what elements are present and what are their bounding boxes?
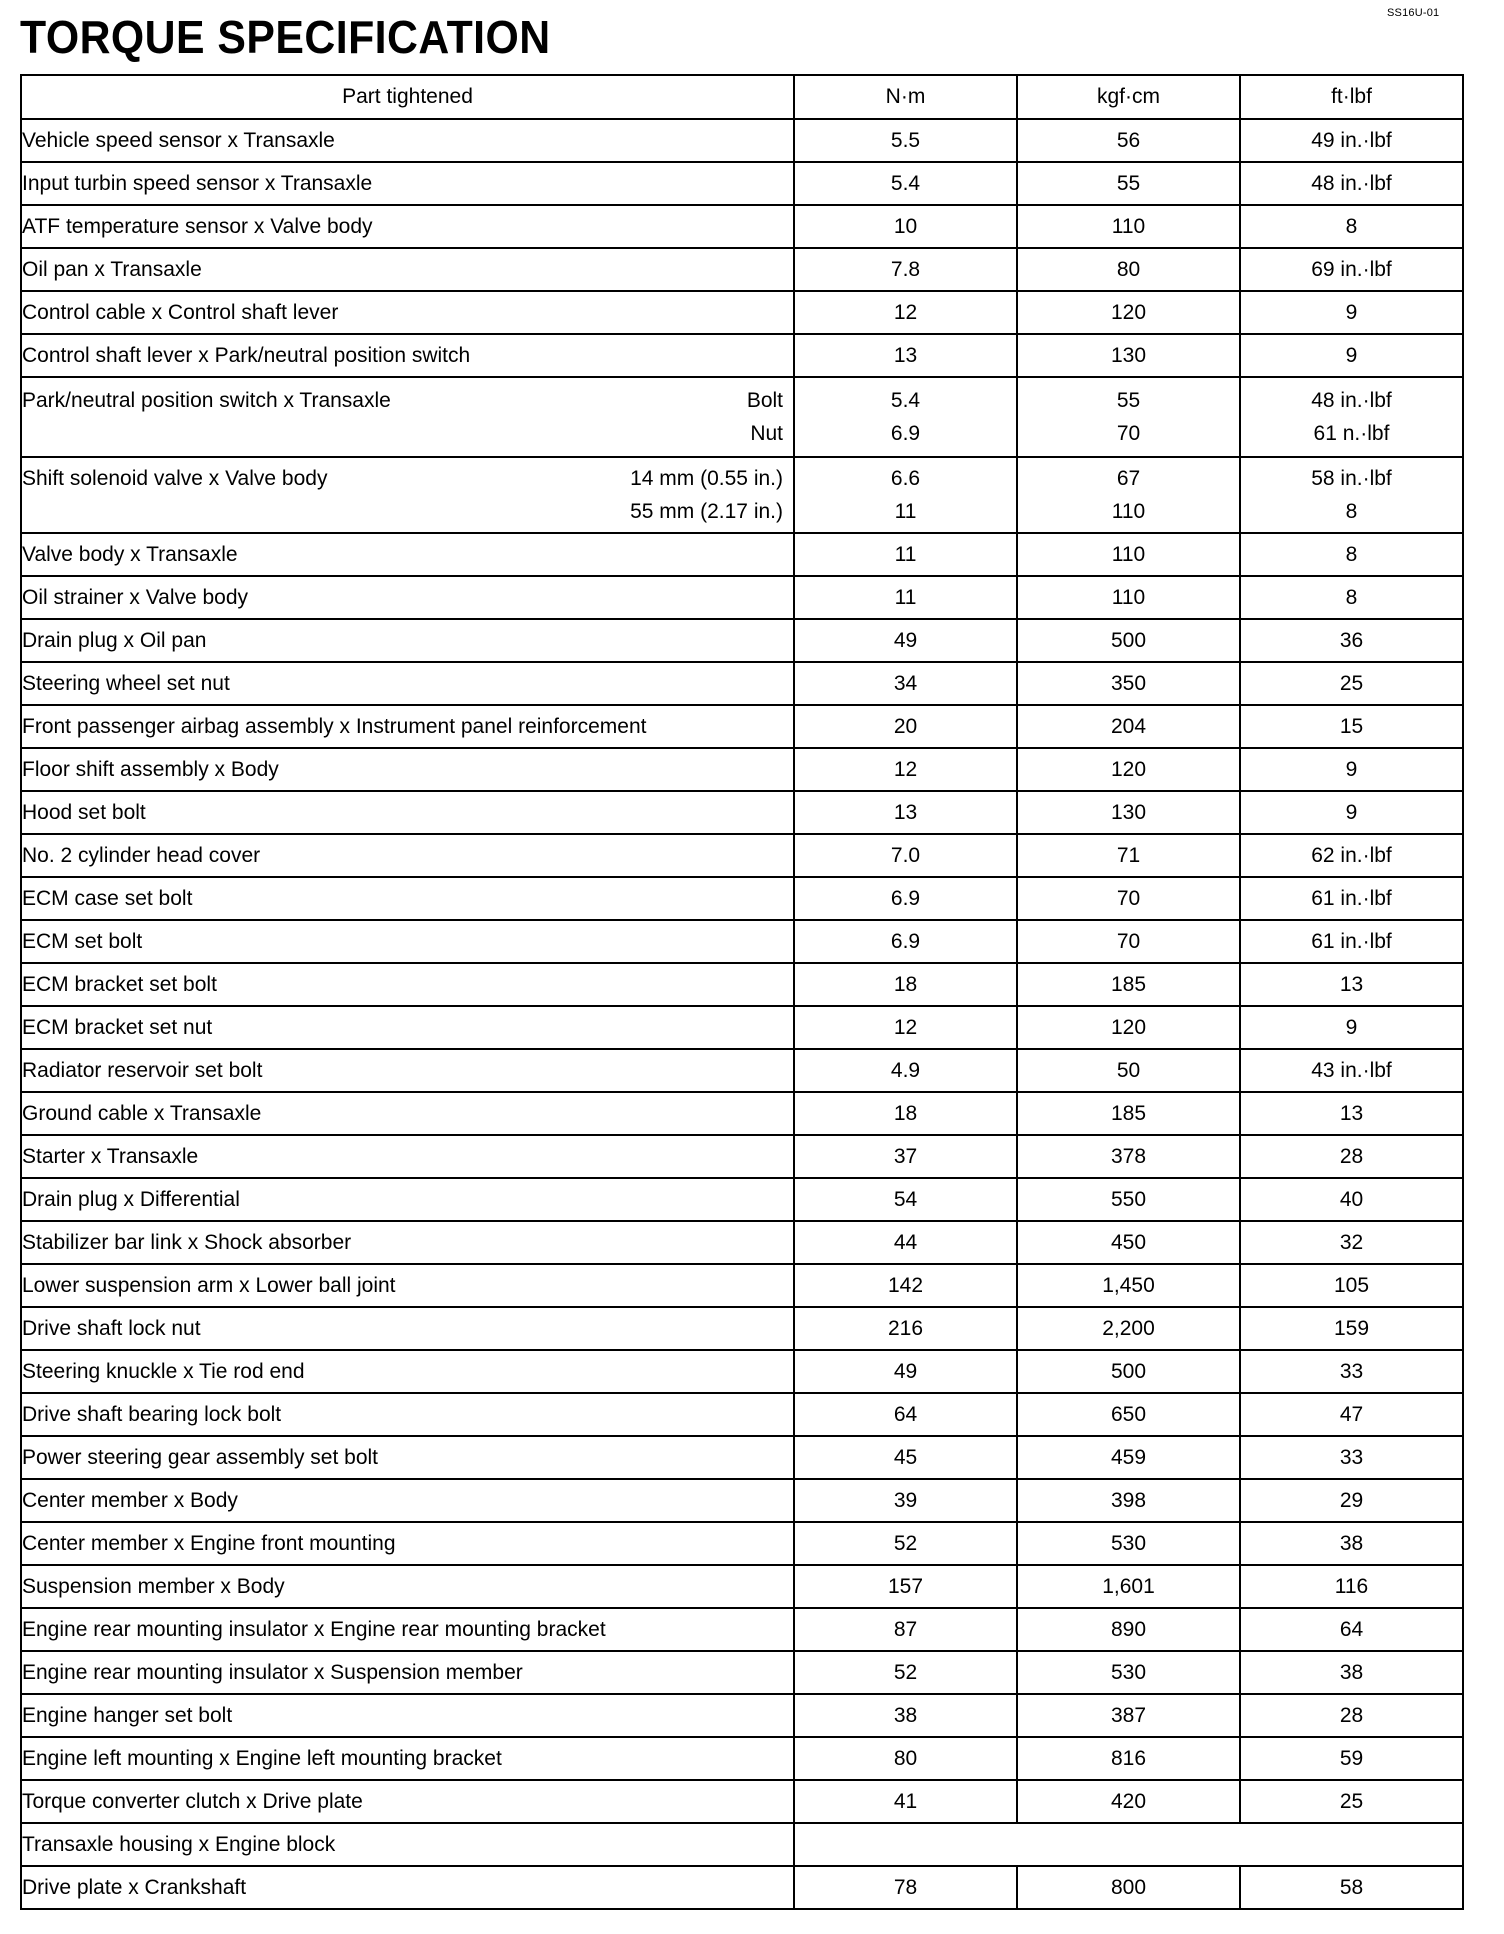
ftlbf-cell: 49 in.·lbf: [1240, 119, 1463, 162]
ftlbf-cell: 9: [1240, 791, 1463, 834]
part-cell: Engine hanger set bolt: [21, 1694, 794, 1737]
kgfcm-cell: 1,601: [1017, 1565, 1240, 1608]
ftlbf-cell: 32: [1240, 1221, 1463, 1264]
ftlbf-cell: 29: [1240, 1479, 1463, 1522]
nm-cell: 44: [794, 1221, 1017, 1264]
table-row: [21, 1479, 1463, 1522]
nm-value-55mm: 11: [894, 500, 917, 523]
kgfcm-value-14mm: 67: [1116, 467, 1141, 490]
nm-cell: 49: [794, 1350, 1017, 1393]
ftlbf-cell: 9: [1240, 291, 1463, 334]
part-cell: Ground cable x Transaxle: [21, 1092, 794, 1135]
nm-cell: 216: [794, 1307, 1017, 1350]
nm-cell: 49: [794, 619, 1017, 662]
part-cell: Radiator reservoir set bolt: [21, 1049, 794, 1092]
kgfcm-cell: 70: [1017, 877, 1240, 920]
nm-value-bolt: 5.4: [890, 389, 921, 412]
ftlbf-cell: 8: [1240, 533, 1463, 576]
kgfcm-cell: 204: [1017, 705, 1240, 748]
nm-cell: 52: [794, 1651, 1017, 1694]
nm-cell: 80: [794, 1737, 1017, 1780]
part-cell: Control shaft lever x Park/neutral position switch: [21, 334, 794, 377]
document-code: SS16U-01: [1387, 7, 1440, 19]
part-cell: ECM case set bolt: [21, 877, 794, 920]
ftlbf-cell: 25: [1240, 662, 1463, 705]
kgfcm-cell: 816: [1017, 1737, 1240, 1780]
table-row: [21, 162, 1463, 205]
nm-cell: 18: [794, 1092, 1017, 1135]
table-row: [21, 248, 1463, 291]
nm-cell: [794, 457, 1017, 533]
table-row: [21, 1694, 1463, 1737]
ftlbf-cell: 13: [1240, 963, 1463, 1006]
nm-value-nut: 6.9: [890, 422, 921, 445]
kgfcm-cell: 185: [1017, 1092, 1240, 1135]
table-row: [21, 1221, 1463, 1264]
part-cell: Power steering gear assembly set bolt: [21, 1436, 794, 1479]
table-row: [21, 1135, 1463, 1178]
nm-cell: 11: [794, 576, 1017, 619]
table-row: [21, 1608, 1463, 1651]
kgfcm-cell: 1,450: [1017, 1264, 1240, 1307]
table-row: [21, 748, 1463, 791]
table-row: [21, 1049, 1463, 1092]
part-cell: Torque converter clutch x Drive plate: [21, 1780, 794, 1823]
nm-cell: 52: [794, 1522, 1017, 1565]
part-cell: Lower suspension arm x Lower ball joint: [21, 1264, 794, 1307]
table-row: [21, 920, 1463, 963]
ftlbf-cell: 33: [1240, 1350, 1463, 1393]
part-cell: Drive shaft bearing lock bolt: [21, 1393, 794, 1436]
part-cell: Input turbin speed sensor x Transaxle: [21, 162, 794, 205]
part-cell: Oil strainer x Valve body: [21, 576, 794, 619]
sub-label-bolt: Bolt: [746, 389, 783, 412]
nm-cell: 5.5: [794, 119, 1017, 162]
ftlbf-cell: 33: [1240, 1436, 1463, 1479]
kgfcm-cell: 398: [1017, 1479, 1240, 1522]
part-cell: Steering wheel set nut: [21, 662, 794, 705]
ftlbf-cell: 116: [1240, 1565, 1463, 1608]
sub-label-55mm: 55 mm (2.17 in.): [630, 500, 783, 523]
kgfcm-cell: 530: [1017, 1522, 1240, 1565]
kgfcm-cell: 120: [1017, 291, 1240, 334]
table-row: [21, 291, 1463, 334]
ftlbf-cell: 58: [1240, 1866, 1463, 1909]
table-header-row: [21, 75, 1463, 119]
nm-cell: 6.9: [794, 877, 1017, 920]
part-cell: ECM bracket set bolt: [21, 963, 794, 1006]
kgfcm-cell: 387: [1017, 1694, 1240, 1737]
part-cell: ECM set bolt: [21, 920, 794, 963]
ftlbf-value-55mm: 8: [1345, 500, 1358, 523]
kgfcm-cell: 550: [1017, 1178, 1240, 1221]
table-row: [21, 533, 1463, 576]
table-row: [21, 205, 1463, 248]
ftlbf-cell: 61 in.·lbf: [1240, 877, 1463, 920]
ftlbf-cell: [1240, 457, 1463, 533]
part-cell: Engine left mounting x Engine left mounting bracket: [21, 1737, 794, 1780]
nm-cell: 7.0: [794, 834, 1017, 877]
table-row: [21, 576, 1463, 619]
table-row: [21, 1866, 1463, 1909]
kgfcm-cell: 350: [1017, 662, 1240, 705]
nm-cell: 78: [794, 1866, 1017, 1909]
ftlbf-cell: 43 in.·lbf: [1240, 1049, 1463, 1092]
ftlbf-cell: 62 in.·lbf: [1240, 834, 1463, 877]
part-cell: Steering knuckle x Tie rod end: [21, 1350, 794, 1393]
part-cell: Drive plate x Crankshaft: [21, 1866, 794, 1909]
ftlbf-cell: 59: [1240, 1737, 1463, 1780]
kgfcm-cell: 71: [1017, 834, 1240, 877]
kgfcm-cell: 130: [1017, 334, 1240, 377]
nm-cell: 39: [794, 1479, 1017, 1522]
ftlbf-cell: [1240, 377, 1463, 457]
table-row: [21, 791, 1463, 834]
kgfcm-value-bolt: 55: [1116, 389, 1141, 412]
table-row: [21, 1307, 1463, 1350]
nm-cell: 64: [794, 1393, 1017, 1436]
part-cell: Drain plug x Oil pan: [21, 619, 794, 662]
part-cell: No. 2 cylinder head cover: [21, 834, 794, 877]
nm-cell: 12: [794, 748, 1017, 791]
kgfcm-cell: 55: [1017, 162, 1240, 205]
table-row: [21, 705, 1463, 748]
nm-cell: 13: [794, 791, 1017, 834]
torque-spec-table: [20, 74, 1464, 1910]
nm-cell: 20: [794, 705, 1017, 748]
part-cell: Transaxle housing x Engine block: [21, 1823, 794, 1866]
ftlbf-cell: 38: [1240, 1651, 1463, 1694]
ftlbf-cell: 47: [1240, 1393, 1463, 1436]
part-cell: Center member x Body: [21, 1479, 794, 1522]
kgfcm-cell: 500: [1017, 1350, 1240, 1393]
ftlbf-cell: 9: [1240, 1006, 1463, 1049]
table-row: [21, 1737, 1463, 1780]
part-cell: Drive shaft lock nut: [21, 1307, 794, 1350]
part-cell: ECM bracket set nut: [21, 1006, 794, 1049]
table-row: [21, 1522, 1463, 1565]
table-row: [21, 1006, 1463, 1049]
part-cell: Center member x Engine front mounting: [21, 1522, 794, 1565]
nm-cell: 6.9: [794, 920, 1017, 963]
ftlbf-cell: 40: [1240, 1178, 1463, 1221]
ftlbf-cell: 159: [1240, 1307, 1463, 1350]
kgfcm-cell: [1017, 377, 1240, 457]
nm-value-14mm: 6.6: [890, 467, 921, 490]
nm-cell: [794, 377, 1017, 457]
kgfcm-cell: 450: [1017, 1221, 1240, 1264]
part-cell: Floor shift assembly x Body: [21, 748, 794, 791]
table-row-shift-solenoid: [21, 457, 1463, 533]
part-cell: Valve body x Transaxle: [21, 533, 794, 576]
nm-cell: 11: [794, 533, 1017, 576]
part-cell: Suspension member x Body: [21, 1565, 794, 1608]
part-cell: Front passenger airbag assembly x Instrument panel reinforcement: [21, 705, 794, 748]
kgfcm-cell: 378: [1017, 1135, 1240, 1178]
table-row: [21, 1178, 1463, 1221]
ftlbf-cell: 38: [1240, 1522, 1463, 1565]
kgfcm-cell: 185: [1017, 963, 1240, 1006]
table-row: [21, 1092, 1463, 1135]
column-header-nm: N·m: [794, 75, 1017, 119]
kgfcm-cell: 110: [1017, 205, 1240, 248]
ftlbf-cell: 28: [1240, 1135, 1463, 1178]
ftlbf-cell: 28: [1240, 1694, 1463, 1737]
ftlbf-cell: 15: [1240, 705, 1463, 748]
part-cell: Oil pan x Transaxle: [21, 248, 794, 291]
nm-cell: 13: [794, 334, 1017, 377]
kgfcm-cell: 459: [1017, 1436, 1240, 1479]
kgfcm-cell: 530: [1017, 1651, 1240, 1694]
page-title: TORQUE SPECIFICATION: [20, 11, 551, 63]
kgfcm-cell: 110: [1017, 576, 1240, 619]
kgfcm-value-55mm: 110: [1111, 500, 1146, 523]
kgfcm-cell: 120: [1017, 748, 1240, 791]
sub-label-nut: Nut: [750, 422, 783, 445]
ftlbf-cell: 69 in.·lbf: [1240, 248, 1463, 291]
ftlbf-cell: 61 in.·lbf: [1240, 920, 1463, 963]
sub-label-14mm: 14 mm (0.55 in.): [630, 467, 783, 490]
ftlbf-cell: 48 in.·lbf: [1240, 162, 1463, 205]
kgfcm-cell: [1017, 457, 1240, 533]
table-row: [21, 1436, 1463, 1479]
nm-cell: 4.9: [794, 1049, 1017, 1092]
column-header-ftlbf: ft·lbf: [1240, 75, 1463, 119]
table-row: [21, 1264, 1463, 1307]
nm-cell: 87: [794, 1608, 1017, 1651]
kgfcm-cell: 120: [1017, 1006, 1240, 1049]
table-row: [21, 1651, 1463, 1694]
ftlbf-value-bolt: 48 in.·lbf: [1311, 389, 1392, 412]
nm-cell: 38: [794, 1694, 1017, 1737]
column-header-kgfcm: kgf·cm: [1017, 75, 1240, 119]
kgfcm-cell: 420: [1017, 1780, 1240, 1823]
nm-cell: 157: [794, 1565, 1017, 1608]
nm-cell: 5.4: [794, 162, 1017, 205]
ftlbf-cell: 8: [1240, 576, 1463, 619]
table-row: [21, 1393, 1463, 1436]
nm-cell: 142: [794, 1264, 1017, 1307]
kgfcm-cell: 2,200: [1017, 1307, 1240, 1350]
kgfcm-cell: 650: [1017, 1393, 1240, 1436]
nm-cell: 34: [794, 662, 1017, 705]
ftlbf-cell: 9: [1240, 748, 1463, 791]
kgfcm-cell: 50: [1017, 1049, 1240, 1092]
part-cell: [21, 457, 794, 533]
table-row: [21, 834, 1463, 877]
nm-cell: 7.8: [794, 248, 1017, 291]
ftlbf-value-nut: 61 n.·lbf: [1313, 422, 1390, 445]
ftlbf-cell: 9: [1240, 334, 1463, 377]
kgfcm-cell: 70: [1017, 920, 1240, 963]
ftlbf-cell: 8: [1240, 205, 1463, 248]
part-cell: Control cable x Control shaft lever: [21, 291, 794, 334]
nm-cell: 18: [794, 963, 1017, 1006]
ftlbf-value-14mm: 58 in.·lbf: [1311, 467, 1392, 490]
part-cell: Stabilizer bar link x Shock absorber: [21, 1221, 794, 1264]
nm-cell: 45: [794, 1436, 1017, 1479]
part-cell: Drain plug x Differential: [21, 1178, 794, 1221]
kgfcm-cell: 56: [1017, 119, 1240, 162]
ftlbf-cell: 13: [1240, 1092, 1463, 1135]
table-body: [21, 119, 1463, 1909]
table-row: [21, 662, 1463, 705]
nm-cell: 54: [794, 1178, 1017, 1221]
kgfcm-value-nut: 70: [1116, 422, 1141, 445]
part-cell: Starter x Transaxle: [21, 1135, 794, 1178]
table-row: [21, 877, 1463, 920]
part-name: Shift solenoid valve x Valve body: [22, 467, 328, 490]
table-row: [21, 1780, 1463, 1823]
kgfcm-cell: 130: [1017, 791, 1240, 834]
part-cell: Engine rear mounting insulator x Engine rear mounting bracket: [21, 1608, 794, 1651]
ftlbf-cell: 64: [1240, 1608, 1463, 1651]
nm-cell: 12: [794, 291, 1017, 334]
kgfcm-cell: 110: [1017, 533, 1240, 576]
table-row: [21, 334, 1463, 377]
part-cell: Hood set bolt: [21, 791, 794, 834]
part-name: Park/neutral position switch x Transaxle: [22, 389, 391, 412]
part-cell: [21, 377, 794, 457]
part-cell: Engine rear mounting insulator x Suspension member: [21, 1651, 794, 1694]
table-row-transaxle-housing: [21, 1823, 1463, 1866]
kgfcm-cell: 80: [1017, 248, 1240, 291]
nm-cell: 41: [794, 1780, 1017, 1823]
ftlbf-cell: 105: [1240, 1264, 1463, 1307]
kgfcm-cell: 800: [1017, 1866, 1240, 1909]
table-row: [21, 1350, 1463, 1393]
table-row: [21, 1565, 1463, 1608]
kgfcm-cell: 890: [1017, 1608, 1240, 1651]
table-row-park-neutral-switch: [21, 377, 1463, 457]
table-row: [21, 963, 1463, 1006]
kgfcm-cell: 500: [1017, 619, 1240, 662]
table-row: [21, 619, 1463, 662]
nm-cell: 12: [794, 1006, 1017, 1049]
table-row: [21, 119, 1463, 162]
merged-value-cell: [794, 1823, 1463, 1866]
part-cell: Vehicle speed sensor x Transaxle: [21, 119, 794, 162]
nm-cell: 37: [794, 1135, 1017, 1178]
part-cell: ATF temperature sensor x Valve body: [21, 205, 794, 248]
ftlbf-cell: 25: [1240, 1780, 1463, 1823]
ftlbf-cell: 36: [1240, 619, 1463, 662]
column-header-part: Part tightened: [21, 75, 794, 119]
nm-cell: 10: [794, 205, 1017, 248]
